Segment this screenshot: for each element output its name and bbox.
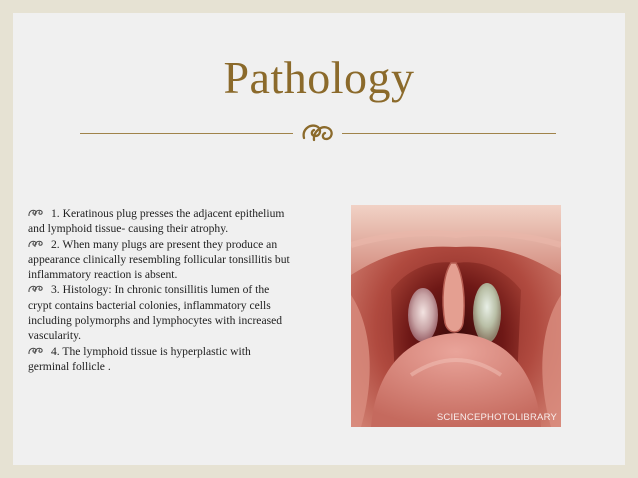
bullet-text: 2. When many plugs are present they produce an appearance clinically resembling follicular tonsillitis but inflammatory reaction is absent. [28, 237, 290, 282]
curl-bullet-icon [28, 208, 44, 217]
bullet-item [28, 237, 290, 283]
bullet-text: 4. The lymphoid tissue is hyperplastic with germinal follicle . [28, 344, 251, 373]
throat-photo [351, 205, 561, 427]
title-rule-right [342, 133, 556, 134]
curl-bullet-icon [28, 239, 44, 248]
curl-bullet-icon [28, 346, 44, 355]
photo-watermark: SCIENCEPHOTOLIBRARY [436, 412, 557, 423]
slide-title: Pathology [223, 52, 415, 103]
curl-bullet-icon [28, 284, 44, 293]
bullet-item [28, 282, 290, 343]
curl-ornament-icon [300, 119, 336, 145]
bullet-list [28, 206, 290, 374]
throat-illustration [351, 205, 561, 427]
title-rule-left [80, 133, 293, 134]
bullet-text: 3. Histology: In chronic tonsillitis lumen of the crypt contains bacterial colonies, inflammatory cells including polymorphs and lymphocytes with increased vascularity. [28, 283, 283, 343]
bullet-text: 1. Keratinous plug presses the adjacent epithelium and lymphoid tissue- causing their atrophy. [28, 207, 285, 236]
bullet-item [28, 206, 290, 237]
bullet-item [28, 344, 290, 375]
